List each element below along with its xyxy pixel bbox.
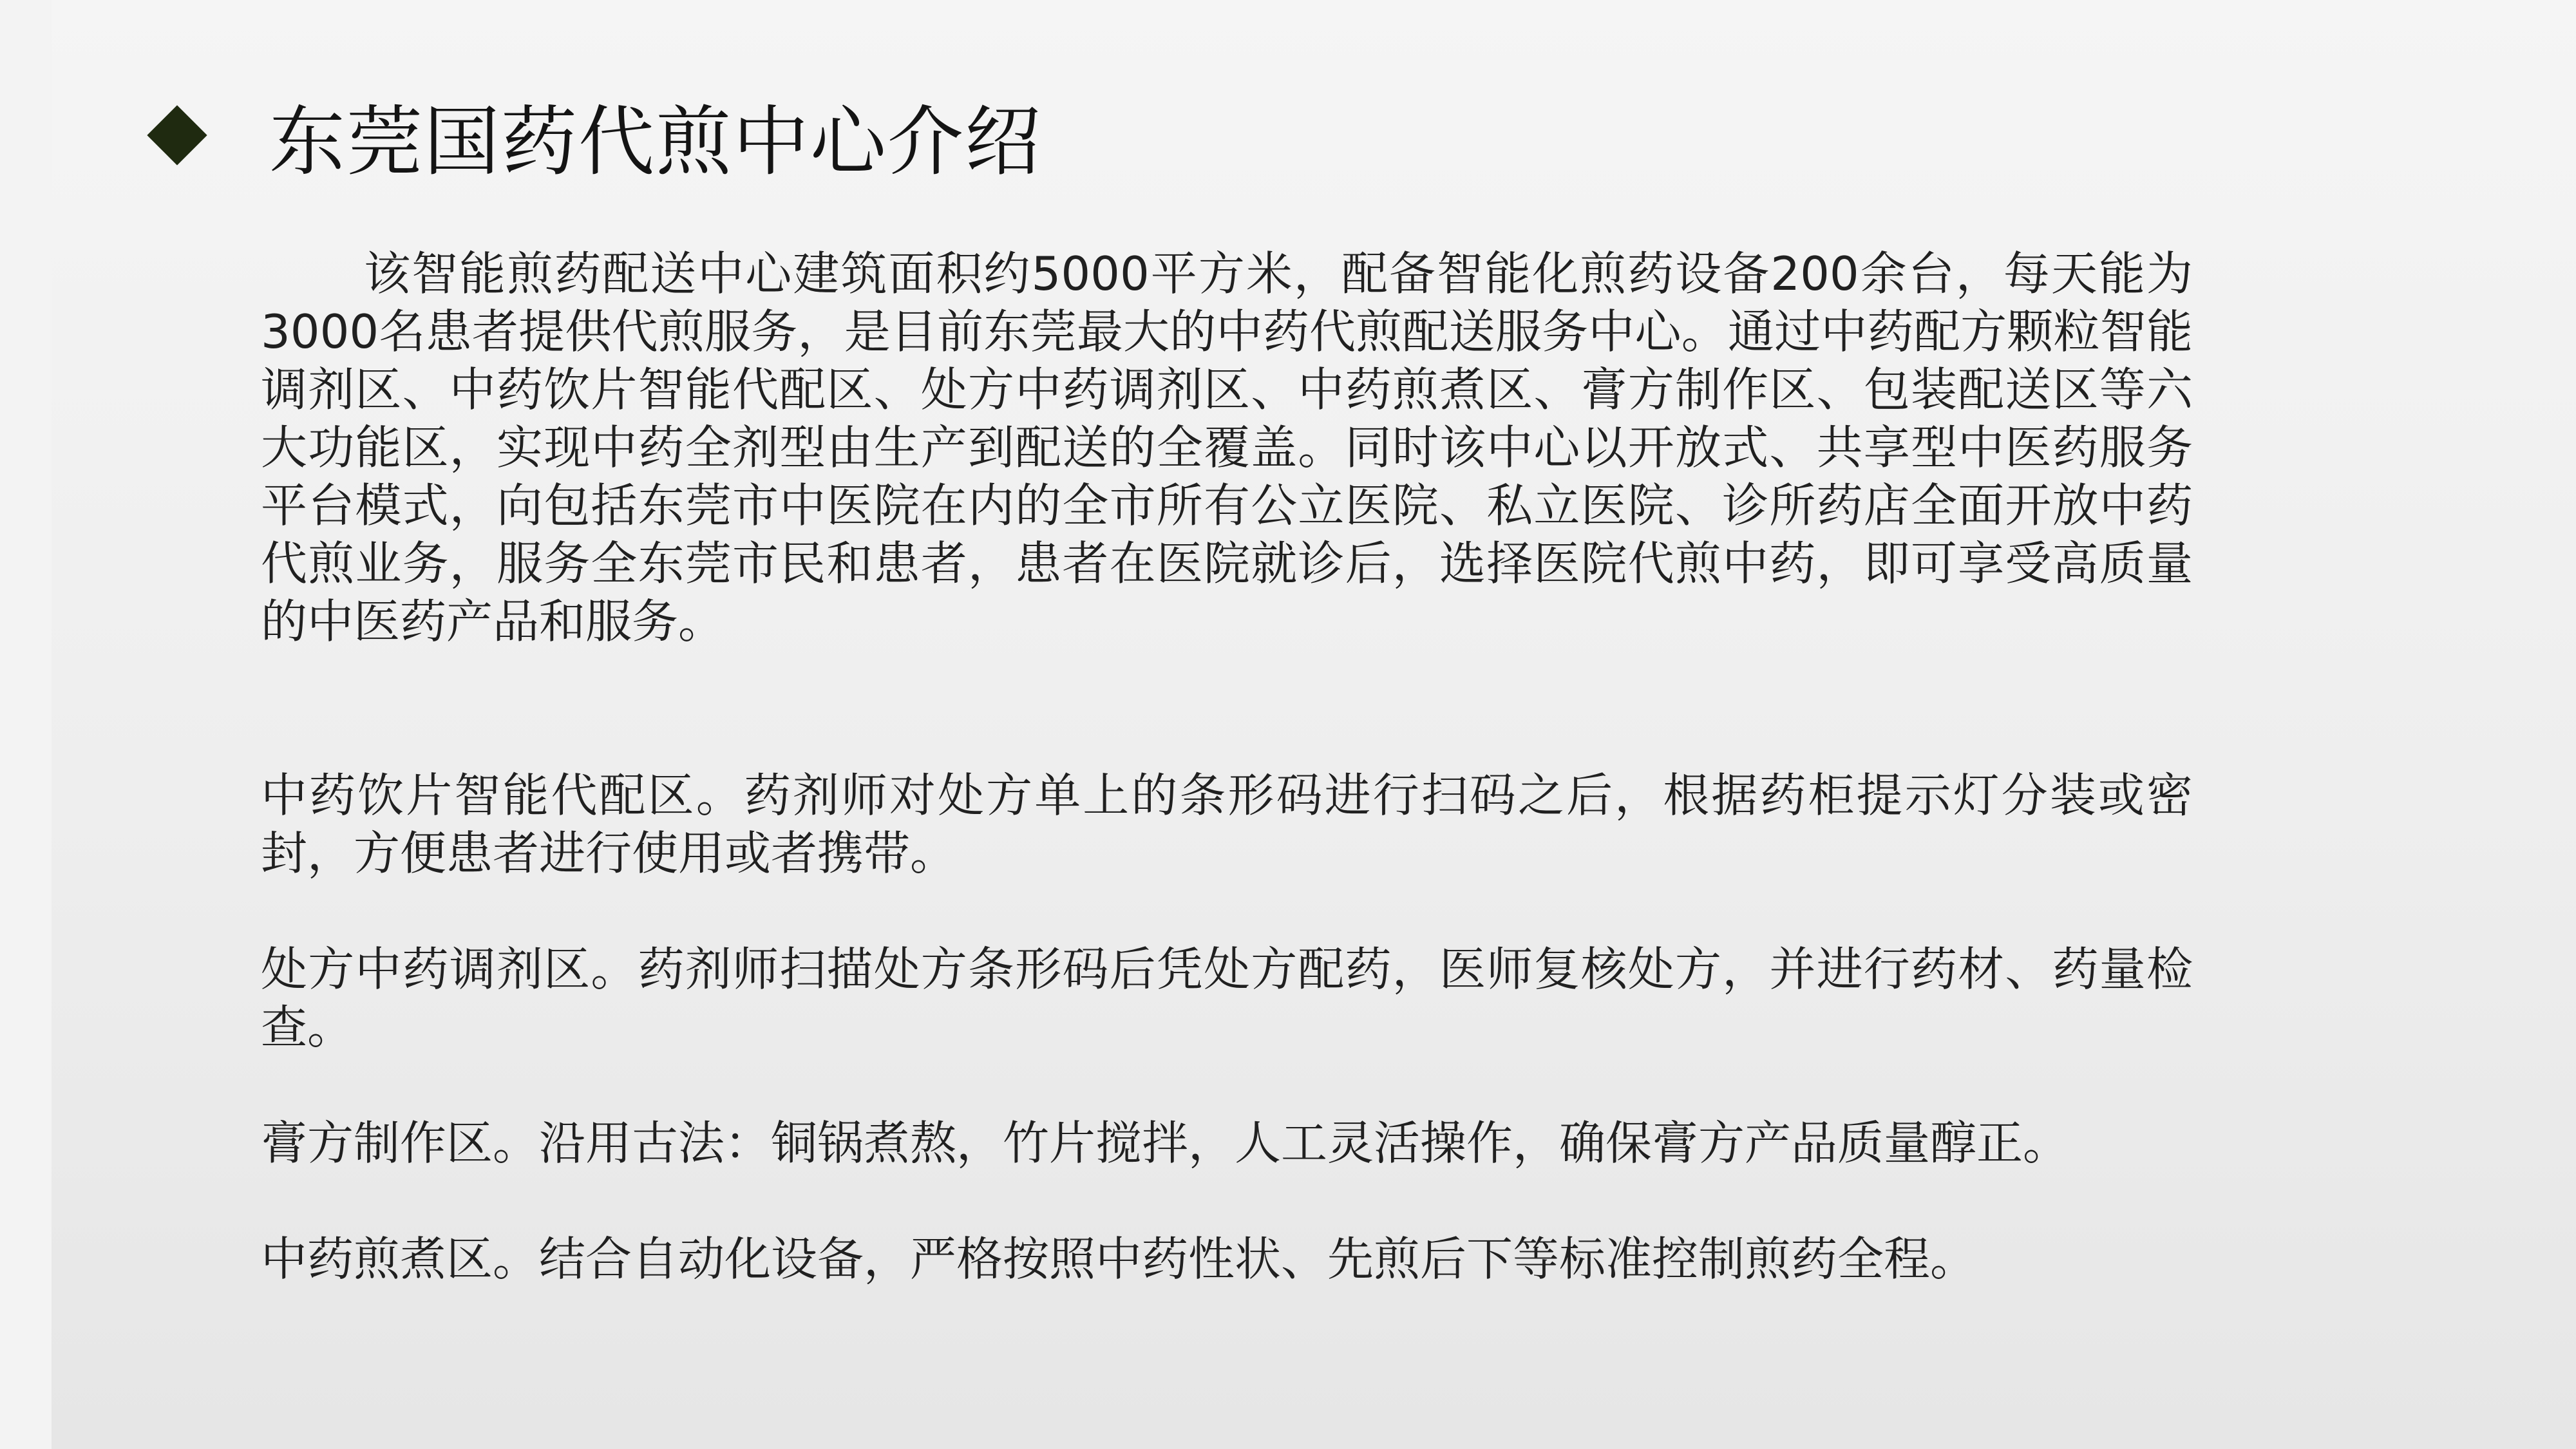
slide	[52, 0, 2576, 1449]
intro-paragraph: 该智能煎药配送中心建筑面积约5000平方米，配备智能化煎药设备200余台，每天能为3000名患者提供代煎服务，是目前东莞最大的中药代煎配送服务中心。通过中药配方颗粒智能调剂区、中药饮片智能代配区、处方中药调剂区、中药煎煮区、膏方制作区、包装配送区等六大功能区，实现中药全剂型由生产到配送的全覆盖。同时该中心以开放式、共享型中医药服务平台模式，向包括东莞市中医院在内的全市所有公立医院、私立医院、诊所药店全面开放中药代煎业务，服务全东莞市民和患者，患者在医院就诊后，选择医院代煎中药，即可享受高质量的中医药产品和服务。	[261, 247, 2193, 649]
diamond-bullet-icon	[147, 105, 207, 165]
page-title: 东莞国药代煎中心介绍	[269, 97, 1043, 186]
title-row	[156, 90, 1043, 186]
section-paragraph: 中药煎煮区。结合自动化设备，严格按照中药性状、先煎后下等标准控制煎药全程。	[261, 1232, 1977, 1286]
section-paragraph: 膏方制作区。沿用古法：铜锅煮熬，竹片搅拌，人工灵活操作，确保膏方产品质量醇正。	[261, 1116, 2070, 1170]
section-paragraph: 中药饮片智能代配区。药剂师对处方单上的条形码进行扫码之后，根据药柜提示灯分装或密封，方便患者进行使用或者携带。	[261, 768, 2193, 880]
section-list	[261, 766, 2193, 1346]
section-paragraph: 处方中药调剂区。药剂师扫描处方条形码后凭处方配药，医师复核处方，并进行药材、药量检查。	[261, 942, 2193, 1054]
